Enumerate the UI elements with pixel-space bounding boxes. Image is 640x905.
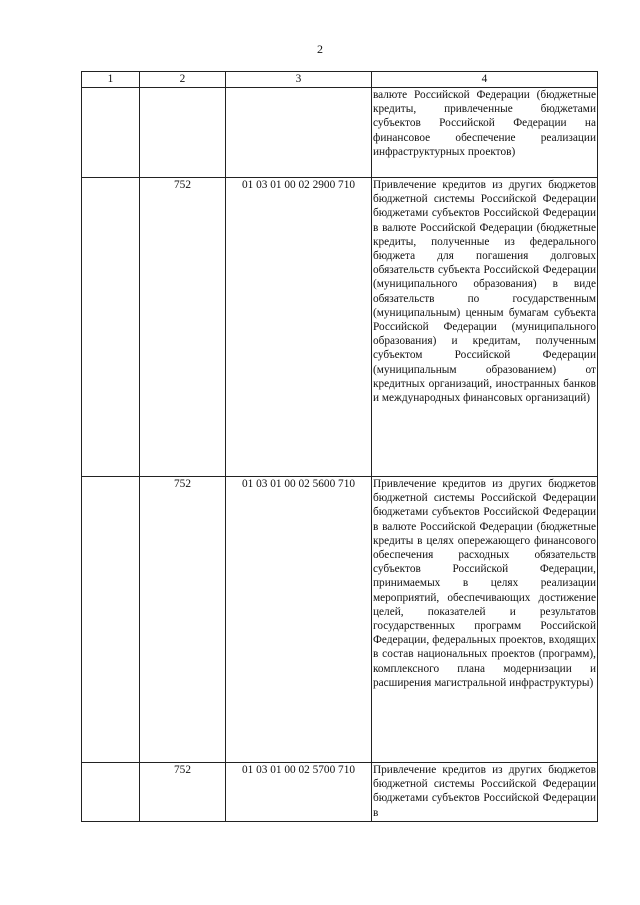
cell-admin-code [140,88,226,178]
cell-budget-code: 01 03 01 00 02 5600 710 [226,477,372,763]
budget-classification-table [81,71,598,822]
cell-col1 [82,763,140,822]
cell-col1 [82,88,140,178]
table-row [82,88,598,178]
column-header-1: 1 [82,72,140,88]
cell-description [372,88,598,178]
cell-budget-code: 01 03 01 00 02 2900 710 [226,178,372,477]
cell-col1 [82,477,140,763]
cell-budget-code [226,88,372,178]
column-header-2: 2 [140,72,226,88]
description-text: Привлечение кредитов из других бюджетов бюджетной системы Российской Федерации бюджетами субъектов Российской Федерации в валюте Российской Федерации (бюджетные кредиты, полученные из федерального бюджета для погашения долговых обязательств субъекта Российской Федерации (муниципального образования) в виде обязательств по государственным (муниципальным) ценным бумагам субъекта Российской Федерации (муниципального образования) и кредитам, полученным субъектом Российской Федерации (муниципальным образованием) от кредитных организаций, иностранных банков и международных финансовых организаций) [373,179,596,405]
cell-budget-code: 01 03 01 00 02 5700 710 [226,763,372,822]
description-text: Привлечение кредитов из других бюджетов бюджетной системы Российской Федерации бюджетами субъектов Российской Федерации в валюте Российской Федерации (бюджетные кредиты в целях опережающего финансового обеспечения расходных обязательств субъектов Российской Федерации, принимаемых в целях реализации мероприятий, обеспечивающих достижение целей, показателей и результатов государственных программ Российской Федерации, федеральных проектов, входящих в состав национальных проектов (программ), комплексного плана модернизации и расширения магистральной инфраструктуры) [373,478,596,689]
cell-admin-code: 752 [140,477,226,763]
table-row [82,477,598,763]
cell-description [372,763,598,822]
cell-col1 [82,178,140,477]
column-header-4: 4 [372,72,598,88]
table-row [82,763,598,822]
cell-description [372,477,598,763]
description-text: Привлечение кредитов из других бюджетов бюджетной системы Российской Федерации бюджетами субъектов Российской Федерации в [373,764,596,819]
description-text: валюте Российской Федерации (бюджетные кредиты, привлеченные бюджетами субъектов Российской Федерации на финансовое обеспечение реализации инфраструктурных проектов) [373,89,596,158]
cell-admin-code: 752 [140,178,226,477]
table-row [82,178,598,477]
cell-admin-code: 752 [140,763,226,822]
column-header-3: 3 [226,72,372,88]
table-header-row [82,72,598,88]
page-number: 2 [317,42,323,56]
cell-description [372,178,598,477]
